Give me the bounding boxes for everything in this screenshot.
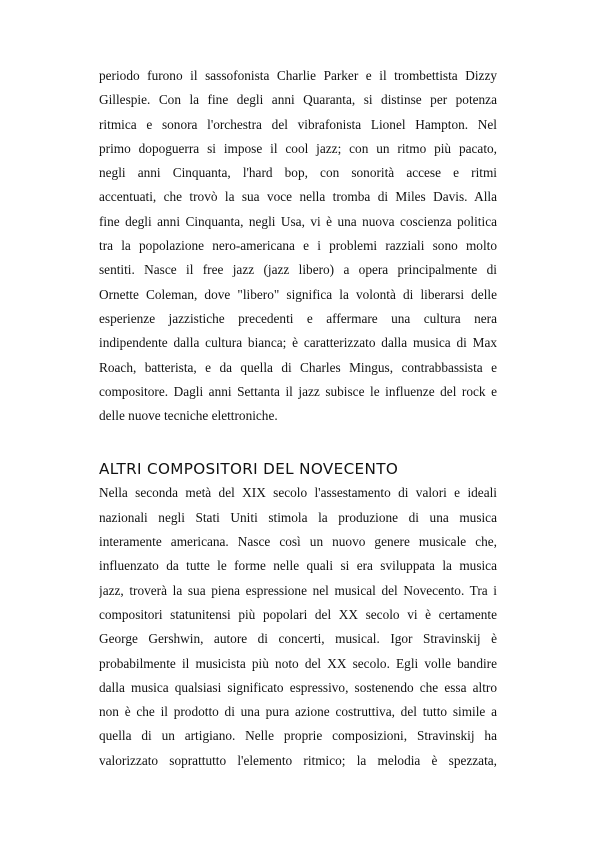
document-page: [99, 64, 497, 773]
text-line: ritmica e sonora l'orchestra del vibrafonista Lionel Hampton. Nel: [99, 116, 497, 132]
text-line: delle nuove tecniche elettroniche.: [99, 408, 278, 424]
text-line: jazz, troverà la sua piena espressione nel musical del Novecento. Tra i: [99, 582, 497, 598]
text-line: tra la popolazione nero-americana e i problemi razziali sono molto: [99, 238, 497, 254]
text-line: non è che il prodotto di una pura azione costruttiva, del tutto simile a: [99, 704, 497, 720]
text-line: quella di un artigiano. Nelle proprie composizioni, Stravinskij ha: [99, 728, 497, 744]
text-line: George Gershwin, autore di concerti, musical. Igor Stravinskij è: [99, 631, 497, 647]
text-line: probabilmente il musicista più noto del XX secolo. Egli volle bandire: [99, 655, 497, 671]
text-line: periodo furono il sassofonista Charlie Parker e il trombettista Dizzy: [99, 68, 497, 83]
text-line: valorizzato soprattutto l'elemento ritmico; la melodia è spezzata,: [99, 752, 497, 768]
text-line: fine degli anni Cinquanta, negli Usa, vi è una nuova coscienza politica: [99, 213, 497, 229]
text-line: nazionali negli Stati Uniti stimola la produzione di una musica: [99, 509, 497, 525]
paragraph-other-composers: [99, 481, 497, 773]
paragraph-jazz-history: [99, 64, 497, 428]
text-line: compositore. Dagli anni Settanta il jazz subisce le influenze del rock e: [99, 383, 497, 399]
text-line: influenzato da tutte le forme nelle quali si era sviluppata la musica: [99, 558, 497, 574]
text-line: interamente americana. Nasce così un nuovo genere musicale che,: [99, 534, 497, 550]
text-line: Roach, batterista, e da quella di Charles Mingus, contrabbassista e: [99, 359, 497, 375]
section-heading: ALTRI COMPOSITORI DEL NOVECENTO: [99, 460, 399, 479]
text-line: indipendente dalla cultura bianca; è caratterizzato dalla musica di Max: [99, 335, 497, 351]
text-line: compositori statunitensi più popolari del XX secolo vi è certamente: [99, 606, 497, 622]
text-line: Gillespie. Con la fine degli anni Quaranta, si distinse per potenza: [99, 92, 497, 108]
text-line: Nella seconda metà del XIX secolo l'assestamento di valori e ideali: [99, 485, 497, 501]
text-line: primo dopoguerra si impose il cool jazz; con un ritmo più pacato,: [99, 140, 497, 156]
text-line: accentuati, che trovò la sua voce nella tromba di Miles Davis. Alla: [99, 189, 497, 205]
text-line: Ornette Coleman, dove "libero" significa la volontà di liberarsi delle: [99, 286, 497, 302]
text-line: dalla musica qualsiasi significato espressivo, sostenendo che essa altro: [99, 679, 497, 695]
text-line: esperienze jazzistiche precedenti e affermare una cultura nera: [99, 310, 497, 326]
text-line: negli anni Cinquanta, l'hard bop, con sonorità accese e ritmi: [99, 165, 497, 181]
paragraph-gap: [99, 428, 497, 457]
text-line: sentiti. Nasce il free jazz (jazz libero) a opera principalmente di: [99, 262, 497, 278]
